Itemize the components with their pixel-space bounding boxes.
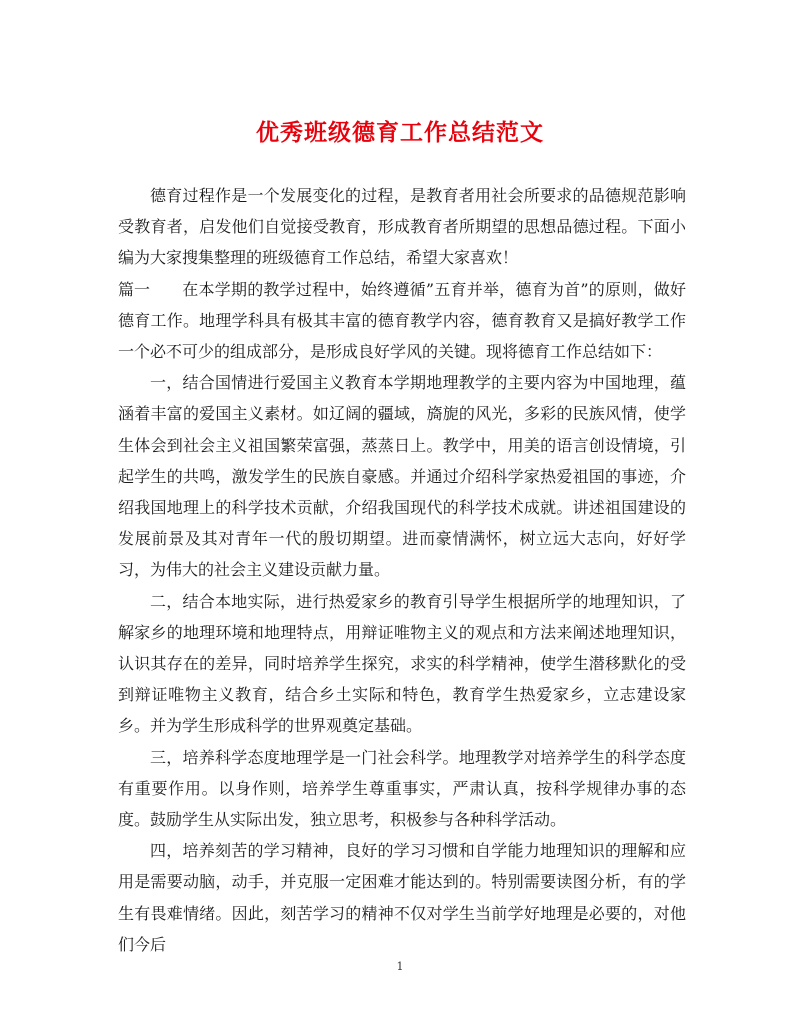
body-paragraph-1: 一，结合国情进行爱国主义教育本学期地理教学的主要内容为中国地理，蕴涵着丰富的爱国主义素材。如辽阔的疆域，旖旎的风光，多彩的民族风情，使学生体会到社会主义祖国繁荣富强，蒸蒸日上。教学中，用美的语言创设情境，引起学生的共鸣，激发学生的民族自豪感。并通过介绍科学家热爱祖国的事迹，介绍我国地理上的科学技术贡献，介绍我国现代的科学技术成就。讲述祖国建设的发展前景及其对青年一代的殷切期望。进而豪情满怀，树立远大志向，好好学习，为伟大的社会主义建设贡献力量。 bbox=[118, 373, 686, 580]
page-number: 1 bbox=[396, 960, 404, 973]
intro-paragraph: 德育过程作是一个发展变化的过程，是教育者用社会所要求的品德规范影响受教育者，启发他们自觉接受教育，形成教育者所期望的思想品德过程。下面小编为大家搜集整理的班级德育工作总结，希望大家喜欢！ bbox=[118, 186, 686, 268]
section-intro-text: 在本学期的教学过程中，始终遵循”五育并举，德育为首”的原则，做好德育工作。地理学科具有极其丰富的德育教学内容，德育教育又是搞好教学工作一个必不可少的组成部分，是形成良好学风的关键。现将德育工作总结如下： bbox=[118, 279, 686, 362]
body-paragraph-4: 四，培养刻苦的学习精神，良好的学习习惯和自学能力地理知识的理解和应用是需要动脑，动手，并克服一定困难才能达到的。特别需要读图分析，有的学生有畏难情绪。因此，刻苦学习的精神不仅对学生当前学好地理是必要的，对他们今后 bbox=[118, 841, 686, 954]
section-label: 篇一 bbox=[118, 279, 151, 299]
body-paragraph-2: 二，结合本地实际，进行热爱家乡的教育引导学生根据所学的地理知识，了解家乡的地理环境和地理特点，用辩证唯物主义的观点和方法来阐述地理知识，认识其存在的差异，同时培养学生探究，求实的科学精神，使学生潜移默化的受到辩证唯物主义教育，结合乡土实际和特色，教育学生热爱家乡，立志建设家乡。并为学生形成科学的世界观奠定基础。 bbox=[118, 591, 686, 736]
body-paragraph-3: 三，培养科学态度地理学是一门社会科学。地理教学对培养学生的科学态度有重要作用。以身作则，培养学生尊重事实，严肃认真，按科学规律办事的态度。鼓励学生从实际出发，独立思考，积极参与各种科学活动。 bbox=[118, 747, 686, 830]
section-intro-paragraph bbox=[118, 274, 686, 368]
document-title: 优秀班级德育工作总结范文 bbox=[256, 119, 544, 146]
document-body bbox=[118, 180, 686, 960]
